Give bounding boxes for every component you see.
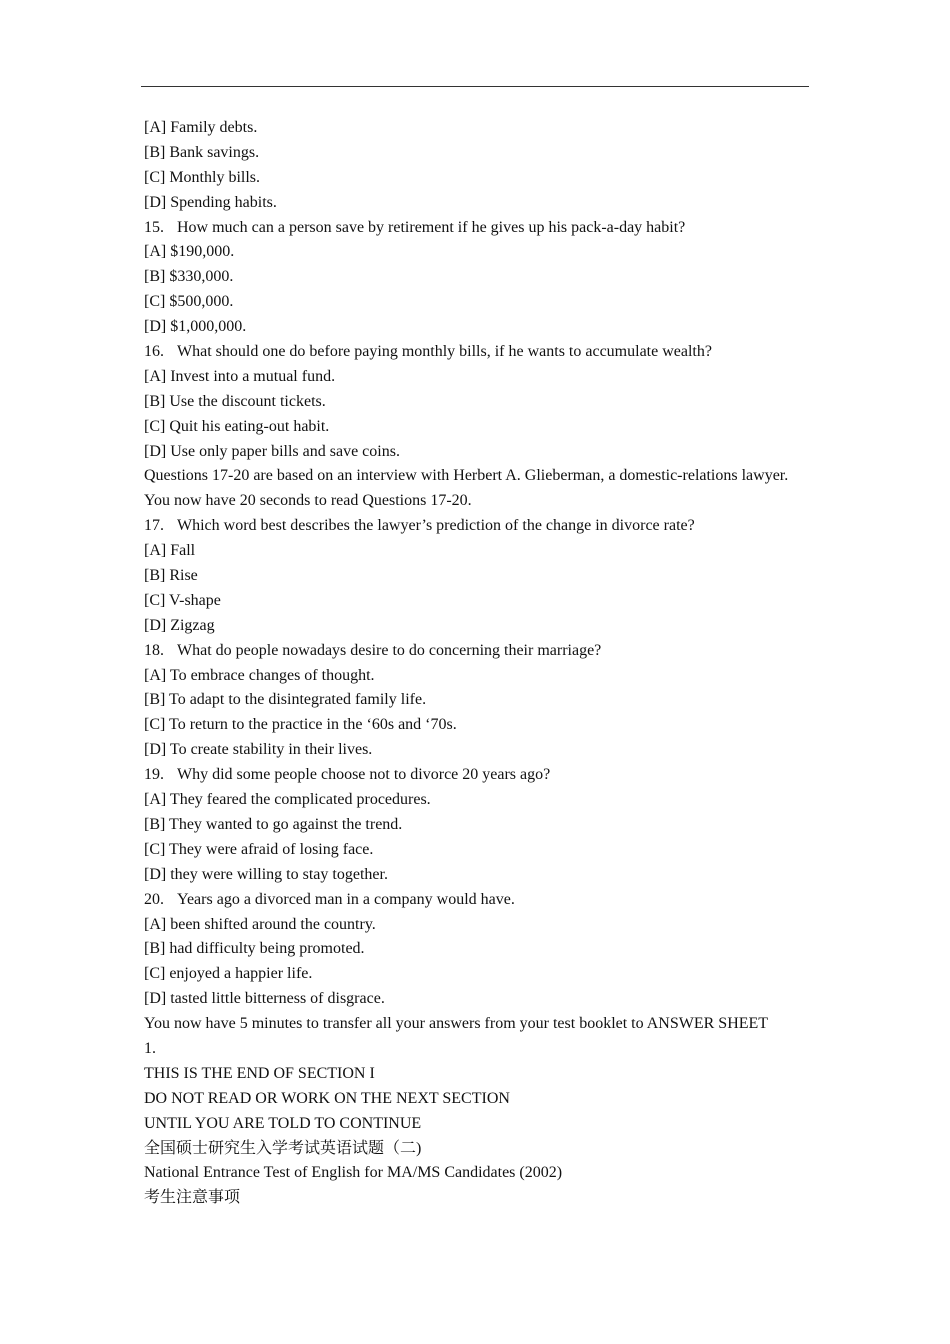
question-line (144, 639, 812, 664)
answer-option: [A] $190,000. (144, 243, 235, 261)
answer-option: [B] To adapt to the disintegrated family life. (144, 691, 427, 709)
answer-option: [D] Use only paper bills and save coins. (144, 442, 400, 460)
answer-option: [A] They feared the complicated procedures. (144, 791, 431, 809)
text-line: 全国硕士研究生入学考试英语试题（二) (144, 1139, 422, 1157)
answer-option: [B] Bank savings. (144, 143, 260, 161)
answer-option: [D] tasted little bitterness of disgrace. (144, 990, 385, 1008)
answer-option: [D] $1,000,000. (144, 318, 247, 336)
answer-option: [C] Monthly bills. (144, 168, 261, 186)
answer-option: [B] $330,000. (144, 268, 234, 286)
question-line (144, 514, 812, 539)
answer-option: [C] They were afraid of losing face. (144, 840, 374, 858)
answer-option: [D] they were willing to stay together. (144, 865, 388, 883)
text-line: DO NOT READ OR WORK ON THE NEXT SECTION (144, 1089, 510, 1107)
question-line (144, 888, 812, 913)
question-line (144, 340, 812, 365)
document-body (144, 116, 812, 1211)
answer-option: [A] Fall (144, 542, 196, 560)
question-number: 17. (144, 517, 164, 535)
answer-option: [D] To create stability in their lives. (144, 741, 373, 759)
text-line: Questions 17-20 are based on an interview with Herbert A. Glieberman, a domestic-relations lawyer. (144, 467, 789, 485)
question-text: Years ago a divorced man in a company would have. (177, 890, 515, 908)
answer-option: [B] Rise (144, 567, 198, 585)
text-line: You now have 20 seconds to read Questions 17-20. (144, 492, 472, 510)
answer-option: [C] enjoyed a happier life. (144, 965, 313, 983)
question-line (144, 216, 812, 241)
question-number: 18. (144, 641, 164, 659)
question-number: 16. (144, 343, 164, 361)
question-text: How much can a person save by retirement if he gives up his pack-a-day habit? (177, 218, 686, 236)
answer-option: [A] Family debts. (144, 119, 258, 136)
answer-option: [B] had difficulty being promoted. (144, 940, 365, 958)
answer-option: [A] Invest into a mutual fund. (144, 367, 336, 385)
answer-option: [C] To return to the practice in the ‘60s and ‘70s. (144, 716, 457, 734)
answer-option: [A] To embrace changes of thought. (144, 666, 375, 684)
text-line: National Entrance Test of English for MA/MS Candidates (2002) (144, 1164, 563, 1182)
text-line: UNTIL YOU ARE TOLD TO CONTINUE (144, 1114, 422, 1132)
text-line: THIS IS THE END OF SECTION I (144, 1064, 375, 1082)
question-text: Which word best describes the lawyer’s prediction of the change in divorce rate? (177, 517, 695, 535)
question-text: What should one do before paying monthly bills, if he wants to accumulate wealth? (177, 343, 712, 361)
question-text: Why did some people choose not to divorce 20 years ago? (177, 766, 551, 784)
header-rule (141, 86, 809, 87)
text-line: 考生注意事项 (144, 1189, 241, 1207)
answer-option: [C] V-shape (144, 591, 221, 609)
text-line: You now have 5 minutes to transfer all your answers from your test booklet to ANSWER SHEET (144, 1015, 769, 1033)
answer-option: [D] Spending habits. (144, 193, 277, 211)
question-number: 19. (144, 766, 164, 784)
question-number: 15. (144, 218, 164, 236)
answer-option: [B] Use the discount tickets. (144, 392, 326, 410)
answer-option: [B] They wanted to go against the trend. (144, 815, 403, 833)
answer-option: [C] Quit his eating-out habit. (144, 417, 330, 435)
question-number: 20. (144, 890, 164, 908)
question-line (144, 763, 812, 788)
question-text: What do people nowadays desire to do concerning their marriage? (177, 641, 602, 659)
answer-option: [D] Zigzag (144, 616, 215, 634)
answer-option: [C] $500,000. (144, 293, 234, 311)
answer-option: [A] been shifted around the country. (144, 915, 376, 933)
text-line: 1. (144, 1039, 156, 1057)
